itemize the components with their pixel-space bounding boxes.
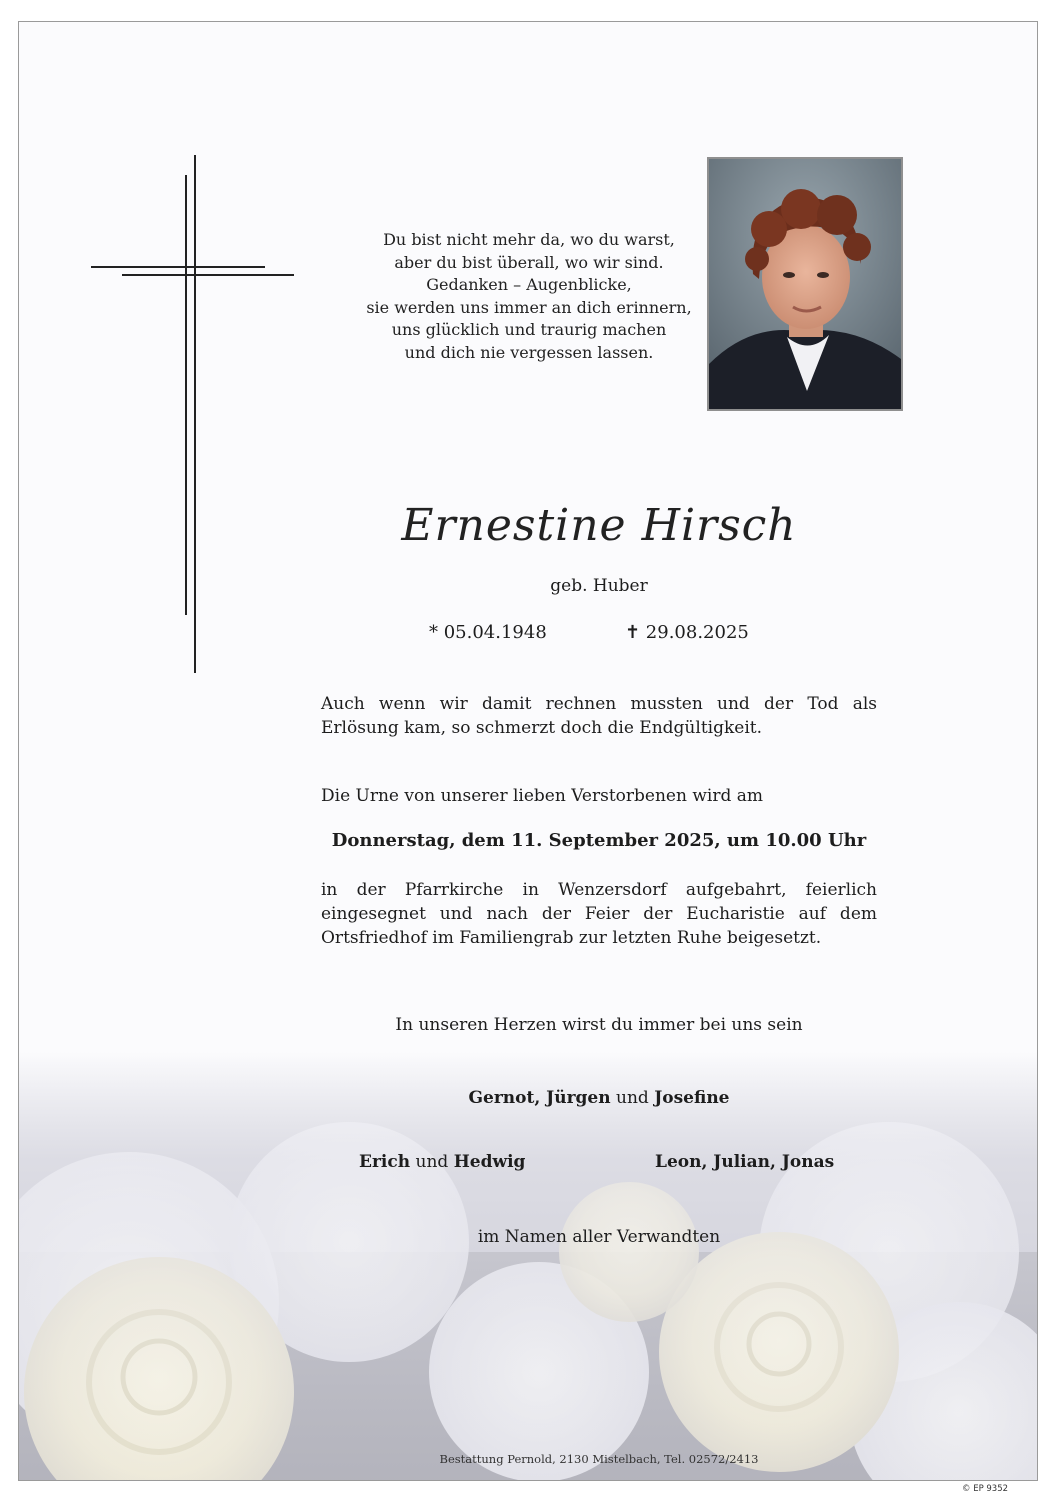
urn-paragraph: Die Urne von unserer lieben Verstorbenen wird am	[321, 786, 763, 806]
cross-icon-horizontal	[91, 266, 265, 268]
cross-icon-horizontal-inner	[122, 274, 294, 276]
deceased-name: Ernestine Hirsch	[401, 500, 797, 551]
mourners-row-1	[319, 1088, 879, 1108]
death-notice-page	[18, 21, 1038, 1481]
ceremony-paragraph: in der Pfarrkirche in Wenzersdorf aufgebahrt, feierlich eingesegnet und nach der Feier der Eucharistie auf dem Ortsfriedhof im Familiengrab zur letzten Ruhe beigesetzt.	[321, 880, 877, 948]
cross-icon-vertical	[194, 155, 196, 673]
mourner-names: Josefine	[654, 1088, 730, 1108]
mourner-names: Gernot, Jürgen	[468, 1088, 611, 1108]
birth-date: * 05.04.1948	[429, 622, 547, 643]
poem-line: Du bist nicht mehr da, wo du warst,	[383, 230, 675, 249]
poem-line: aber du bist überall, wo wir sind.	[394, 252, 664, 272]
maiden-name: geb. Huber	[550, 576, 648, 596]
print-code: © EP 9352	[962, 1484, 1009, 1494]
mourner-names: Erich	[359, 1152, 411, 1172]
mourners-row-3: Leon, Julian, Jonas	[655, 1152, 835, 1172]
relatives-line: im Namen aller Verwandten	[477, 1227, 721, 1247]
poem-line: Gedanken – Augenblicke,	[426, 275, 632, 294]
mourner-and: und	[410, 1152, 454, 1172]
mourners-row-2	[359, 1152, 525, 1172]
mourner-names: Hedwig	[453, 1152, 526, 1172]
poem-line: und dich nie vergessen lassen.	[404, 342, 654, 362]
heart-line: In unseren Herzen wirst du immer bei uns sein	[395, 1015, 803, 1035]
ceremony-date: Donnerstag, dem 11. September 2025, um 10.00 Uhr	[331, 830, 867, 851]
poem-line: uns glücklich und traurig machen	[391, 320, 667, 339]
death-date: ✝ 29.08.2025	[625, 622, 749, 643]
cross-icon-vertical-inner	[185, 175, 187, 615]
memorial-poem	[319, 229, 739, 364]
portrait-photo	[707, 157, 903, 411]
intro-paragraph: Auch wenn wir damit rechnen mussten und der Tod als Erlösung kam, so schmerzt doch die Endgültigkeit.	[321, 694, 877, 738]
white-roses-background	[19, 1052, 1038, 1481]
poem-line: sie werden uns immer an dich erinnern,	[366, 297, 692, 317]
funeral-home-footer: Bestattung Pernold, 2130 Mistelbach, Tel. 02572/2413	[439, 1452, 759, 1466]
mourner-and: und	[610, 1088, 655, 1108]
